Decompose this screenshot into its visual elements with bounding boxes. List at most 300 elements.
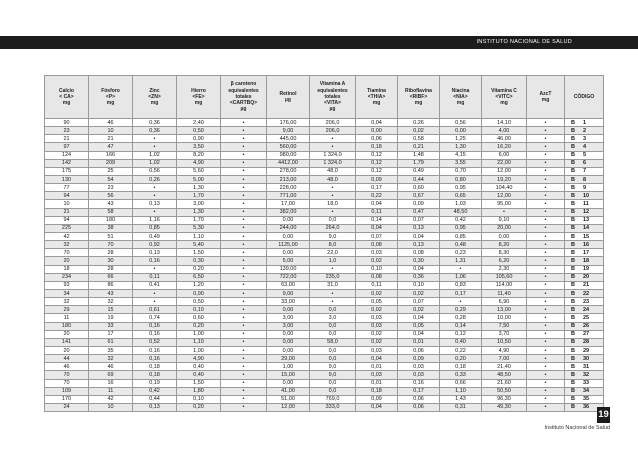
table-cell: 47 [89,143,133,151]
table-cell: 278,00 [267,167,310,175]
table-cell: 20 [45,330,89,338]
table-row [45,135,604,143]
code-number: 16 [583,241,590,248]
table-cell: 213,00 [267,175,310,183]
table-cell: • [133,208,177,216]
column-header-line: Riboflavina [405,87,432,94]
table-cell: 0,08 [356,273,398,281]
table-cell: 46 [89,363,133,371]
table-cell: 1,20 [177,281,221,289]
code-number: 31 [583,363,590,370]
table-cell: 21 [45,135,89,143]
table-row [45,387,604,395]
table-cell: 0,60 [177,314,221,322]
code-letter: B [571,404,575,411]
table-cell: • [527,403,565,411]
table-cell: 51,00 [267,395,310,403]
table-cell: 18 [45,265,89,273]
table-cell: 16,20 [482,143,527,151]
table-cell: • [527,306,565,314]
code-cell [565,363,604,371]
table-cell: 21,40 [482,363,527,371]
code-letter: B [571,127,575,134]
table-cell: 32 [89,298,133,306]
table-cell: 5,00 [177,175,221,183]
table-cell: 35 [89,346,133,354]
table-cell: 1,30 [177,184,221,192]
code-letter: B [571,339,575,346]
table-cell: 1,31 [440,257,482,265]
table-cell: 4,90 [177,355,221,363]
code-number: 21 [583,282,590,289]
table-cell: 0,17 [356,184,398,192]
table-cell: • [221,257,267,265]
table-cell: 0,30 [398,257,440,265]
table-cell: 20 [45,346,89,354]
code-cell [565,159,604,167]
code-cell [565,241,604,249]
table-cell: 48,50 [440,208,482,216]
table-cell: 56 [89,192,133,200]
table-cell: 7,50 [482,322,527,330]
table-cell: 0,16 [398,379,440,387]
table-cell: 0,48 [440,241,482,249]
table-cell: 1,02 [133,151,177,159]
code-cell [565,379,604,387]
table-cell: 0,06 [398,403,440,411]
table-cell: 32 [45,298,89,306]
code-letter: B [571,241,575,248]
code-number: 11 [583,200,589,207]
table-cell: • [221,338,267,346]
table-cell: 0,18 [356,143,398,151]
table-cell: 93 [45,281,89,289]
table-cell: 1,0 [310,257,356,265]
code-letter: B [571,233,575,240]
table-cell: 20,00 [482,224,527,232]
table-cell: 2,40 [177,119,221,127]
column-header-line: totales [324,93,341,100]
table-row [45,257,604,265]
code-letter: B [571,176,575,183]
table-cell: 1,03 [440,200,482,208]
code-number: 29 [583,347,590,354]
column-header-line: mg [194,100,203,107]
table-row [45,216,604,224]
table-cell: 22,0 [310,249,356,257]
table-cell: 0,33 [440,371,482,379]
table-row [45,273,604,281]
table-row [45,232,604,240]
table-cell: 142 [45,159,89,167]
table-cell: 0,60 [398,184,440,192]
table-cell: 94 [45,216,89,224]
table-cell: • [527,346,565,354]
table-cell: 15,00 [267,371,310,379]
code-letter: B [571,143,575,150]
table-cell: 228,00 [267,184,310,192]
table-cell: 0,16 [133,355,177,363]
table-cell: 0,09 [356,175,398,183]
table-cell: 0,00 [356,127,398,135]
table-row [45,346,604,354]
table-cell: 90 [45,119,89,127]
table-cell: 5,40 [177,241,221,249]
table-row [45,289,604,297]
table-cell: 0,0 [310,379,356,387]
table-cell: 1,00 [177,330,221,338]
table-cell: 0,03 [398,371,440,379]
table-cell: 15 [89,306,133,314]
table-cell: 0,03 [356,371,398,379]
code-cell [565,127,604,135]
table-cell: • [527,371,565,379]
table-cell: 0,01 [398,338,440,346]
table-cell: 0,16 [133,322,177,330]
table-cell: 1,50 [177,379,221,387]
table-cell: 235,0 [310,273,356,281]
code-cell [565,314,604,322]
code-letter: B [571,168,575,175]
table-cell: • [221,371,267,379]
table-cell: 0,61 [133,306,177,314]
table-cell: 0,12 [440,330,482,338]
table-cell: 0,36 [398,273,440,281]
table-cell: 0,42 [440,216,482,224]
column-header-line: mg [150,100,159,107]
table-cell: 22,00 [482,159,527,167]
table-cell: 43 [89,289,133,297]
column-header-line: AzcT [539,90,552,97]
table-cell: 1,00 [177,346,221,354]
table-cell: • [310,208,356,216]
table-cell: 0,67 [398,192,440,200]
table-cell: • [440,298,482,306]
table-cell: 0,21 [398,143,440,151]
code-letter: B [571,388,575,395]
table-row [45,184,604,192]
table-cell: • [527,151,565,159]
code-number: 17 [583,249,590,256]
table-cell: • [527,175,565,183]
code-number: 9 [583,184,587,191]
table-cell: 0,56 [440,119,482,127]
table-cell: 77 [45,184,89,192]
table-cell: 244,00 [267,224,310,232]
column-header-line: Vitamina A [319,81,346,88]
column-header-line: mg [414,100,423,107]
table-cell: • [310,192,356,200]
column-header-line: µg [240,106,247,113]
column-header [267,76,310,119]
table-cell: 0,85 [133,224,177,232]
table-row [45,403,604,411]
code-number: 15 [583,233,590,240]
table-cell: 0,31 [440,403,482,411]
table-cell: 1,30 [440,143,482,151]
table-cell: 70 [89,241,133,249]
table-row [45,338,604,346]
table-cell: 225 [45,224,89,232]
table-cell: 0,16 [133,346,177,354]
table-cell: 0,12 [356,151,398,159]
code-number: 23 [583,298,590,305]
table-cell: • [527,127,565,135]
table-cell: 33 [89,322,133,330]
table-cell: • [221,127,267,135]
table-cell: 0,92 [133,241,177,249]
table-cell: 0,07 [398,216,440,224]
table-cell: • [133,192,177,200]
table-cell: 176,00 [267,119,310,127]
table-cell: 33,00 [267,298,310,306]
table-cell: • [527,395,565,403]
table-cell: 0,20 [440,355,482,363]
table-cell: • [133,289,177,297]
table-cell: 48,0 [310,167,356,175]
table-cell: • [527,208,565,216]
table-cell: 3,00 [177,200,221,208]
code-cell [565,257,604,265]
table-cell: 0,09 [398,355,440,363]
table-cell: 96,30 [482,395,527,403]
table-row [45,298,604,306]
code-letter: B [571,298,575,305]
code-cell [565,330,604,338]
column-header [398,76,440,119]
table-cell: 234 [45,273,89,281]
table-cell: 0,02 [398,289,440,297]
table-cell: 0,0 [310,306,356,314]
table-cell: • [527,322,565,330]
table-cell: • [221,273,267,281]
table-cell: 9,00 [267,289,310,297]
table-row [45,249,604,257]
table-cell: • [221,167,267,175]
table-cell: • [221,265,267,273]
code-letter: B [571,217,575,224]
column-header-line: <CARTBQ> [229,100,258,107]
table-cell: 28 [89,249,133,257]
table-cell: 0,28 [440,314,482,322]
code-number: 7 [583,168,587,175]
table-cell: 5,60 [177,167,221,175]
code-letter: B [571,266,575,273]
table-cell: 0,0 [310,322,356,330]
footer-text: Instituto Nacional de Salud [544,425,610,431]
header-title: INSTITUTO NACIONAL DE SALUD [476,39,572,45]
table-cell: 0,09 [398,200,440,208]
table-cell: 8,0 [310,241,356,249]
column-header-line: <ZN> [148,93,161,100]
table-row [45,371,604,379]
table-cell: 0,06 [398,346,440,354]
column-header-line: Niacina [451,87,470,94]
table-cell: 382,00 [267,208,310,216]
table-cell: • [133,298,177,306]
code-cell [565,338,604,346]
table-cell: 0,03 [398,363,440,371]
code-letter: B [571,380,575,387]
table-cell: 0,13 [398,241,440,249]
code-letter: B [571,363,575,370]
table-cell: 18,0 [310,200,356,208]
table-cell: • [527,338,565,346]
table-cell: 1 324,0 [310,151,356,159]
table-cell: 180 [89,216,133,224]
table-cell: 21 [89,135,133,143]
table-cell: 0,40 [440,338,482,346]
table-cell: • [221,403,267,411]
code-letter: B [571,152,575,159]
table-cell: 175 [45,167,89,175]
code-number: 25 [583,314,590,321]
table-cell: 46 [45,363,89,371]
table-cell: 264,0 [310,224,356,232]
code-number: 14 [583,225,590,232]
table-row [45,363,604,371]
table-cell: 6,50 [177,273,221,281]
table-cell: • [310,265,356,273]
table-cell: 1,10 [440,387,482,395]
column-header-line: <RIBF> [409,93,428,100]
table-cell: 43 [89,200,133,208]
table-cell: • [310,143,356,151]
table-cell: 6,20 [482,257,527,265]
column-header-line: Retinol [279,90,297,97]
table-cell: 6,00 [482,151,527,159]
table-cell: 86 [89,281,133,289]
table-cell: 0,0 [310,216,356,224]
column-header-line: <VITC> [495,93,513,100]
table-cell: • [527,281,565,289]
table-cell: 0,00 [267,306,310,314]
table-cell: 7,00 [482,355,527,363]
table-row [45,192,604,200]
table-cell: 8,20 [177,151,221,159]
table-row [45,265,604,273]
table-cell: 0,18 [133,371,177,379]
table-cell: • [221,387,267,395]
table-cell: 0,18 [133,363,177,371]
table-cell: • [527,135,565,143]
table-row [45,330,604,338]
table-cell: 0,10 [177,395,221,403]
table-cell: 16 [89,379,133,387]
table-cell: 23 [89,184,133,192]
table-cell: 0,14 [440,322,482,330]
code-cell [565,200,604,208]
table-cell: 0,11 [356,281,398,289]
table-cell: 11 [45,314,89,322]
table-cell: 0,14 [356,216,398,224]
code-number: 32 [583,371,590,378]
table-cell: 32 [45,241,89,249]
table-cell: • [221,314,267,322]
table-cell: 209 [89,159,133,167]
code-number: 19 [583,266,590,273]
table-cell: 58,0 [310,338,356,346]
table-cell: 0,36 [133,127,177,135]
code-letter: B [571,355,575,362]
table-cell: 0,02 [398,306,440,314]
table-cell: • [221,346,267,354]
table-cell: 0,07 [356,232,398,240]
table-cell: 10,00 [482,314,527,322]
table-cell: 170 [45,395,89,403]
table-cell: 141 [45,338,89,346]
column-header-line: equivalentes [228,87,259,94]
table-cell: • [527,249,565,257]
table-cell: 1,43 [440,395,482,403]
code-letter: B [571,306,575,313]
table-cell: • [527,143,565,151]
table-cell: • [527,167,565,175]
table-cell: 17 [89,330,133,338]
table-cell: 0,26 [133,175,177,183]
table-cell: 1,48 [398,151,440,159]
table-cell: 3,0 [310,314,356,322]
code-letter: B [571,225,575,232]
table-cell: 3,50 [177,143,221,151]
table-cell: 10 [89,127,133,135]
table-cell: 0,16 [133,330,177,338]
code-cell [565,175,604,183]
table-cell: 0,07 [398,298,440,306]
table-cell: 58 [89,208,133,216]
table-row [45,241,604,249]
table-cell: 0,26 [398,119,440,127]
table-cell: 980,00 [267,151,310,159]
table-cell: 0,18 [356,387,398,395]
code-letter: B [571,119,575,126]
table-cell: 0,01 [356,363,398,371]
page-number: 19 [597,407,610,423]
table-cell: 180 [45,322,89,330]
table-cell: 0,52 [133,338,177,346]
code-cell [565,119,604,127]
column-header-line: Zinc [149,87,160,94]
table-cell: 104,40 [482,184,527,192]
code-cell [565,387,604,395]
table-cell: 0,04 [356,119,398,127]
table-cell: 38 [89,224,133,232]
table-cell: 722,00 [267,273,310,281]
column-header-line: mg [456,100,465,107]
table-cell: • [221,330,267,338]
table-cell: 1,00 [267,363,310,371]
column-header [356,76,398,119]
table-cell: 445,00 [267,135,310,143]
table-cell: 10,50 [482,338,527,346]
table-cell: 0,04 [398,330,440,338]
column-header-line: < CA> [59,93,74,100]
table-cell: 769,0 [310,395,356,403]
code-number: 20 [583,274,590,281]
table-cell: • [221,184,267,192]
table-row [45,200,604,208]
column-header-line: <VITA> [324,100,341,107]
code-number: 6 [583,160,587,167]
code-cell [565,135,604,143]
table-cell: 6,90 [482,298,527,306]
table-cell: 95,00 [482,200,527,208]
table-cell: 46 [89,119,133,127]
column-header [310,76,356,119]
table-cell: 0,0 [310,346,356,354]
code-letter: B [571,274,575,281]
table-cell: 23 [45,127,89,135]
